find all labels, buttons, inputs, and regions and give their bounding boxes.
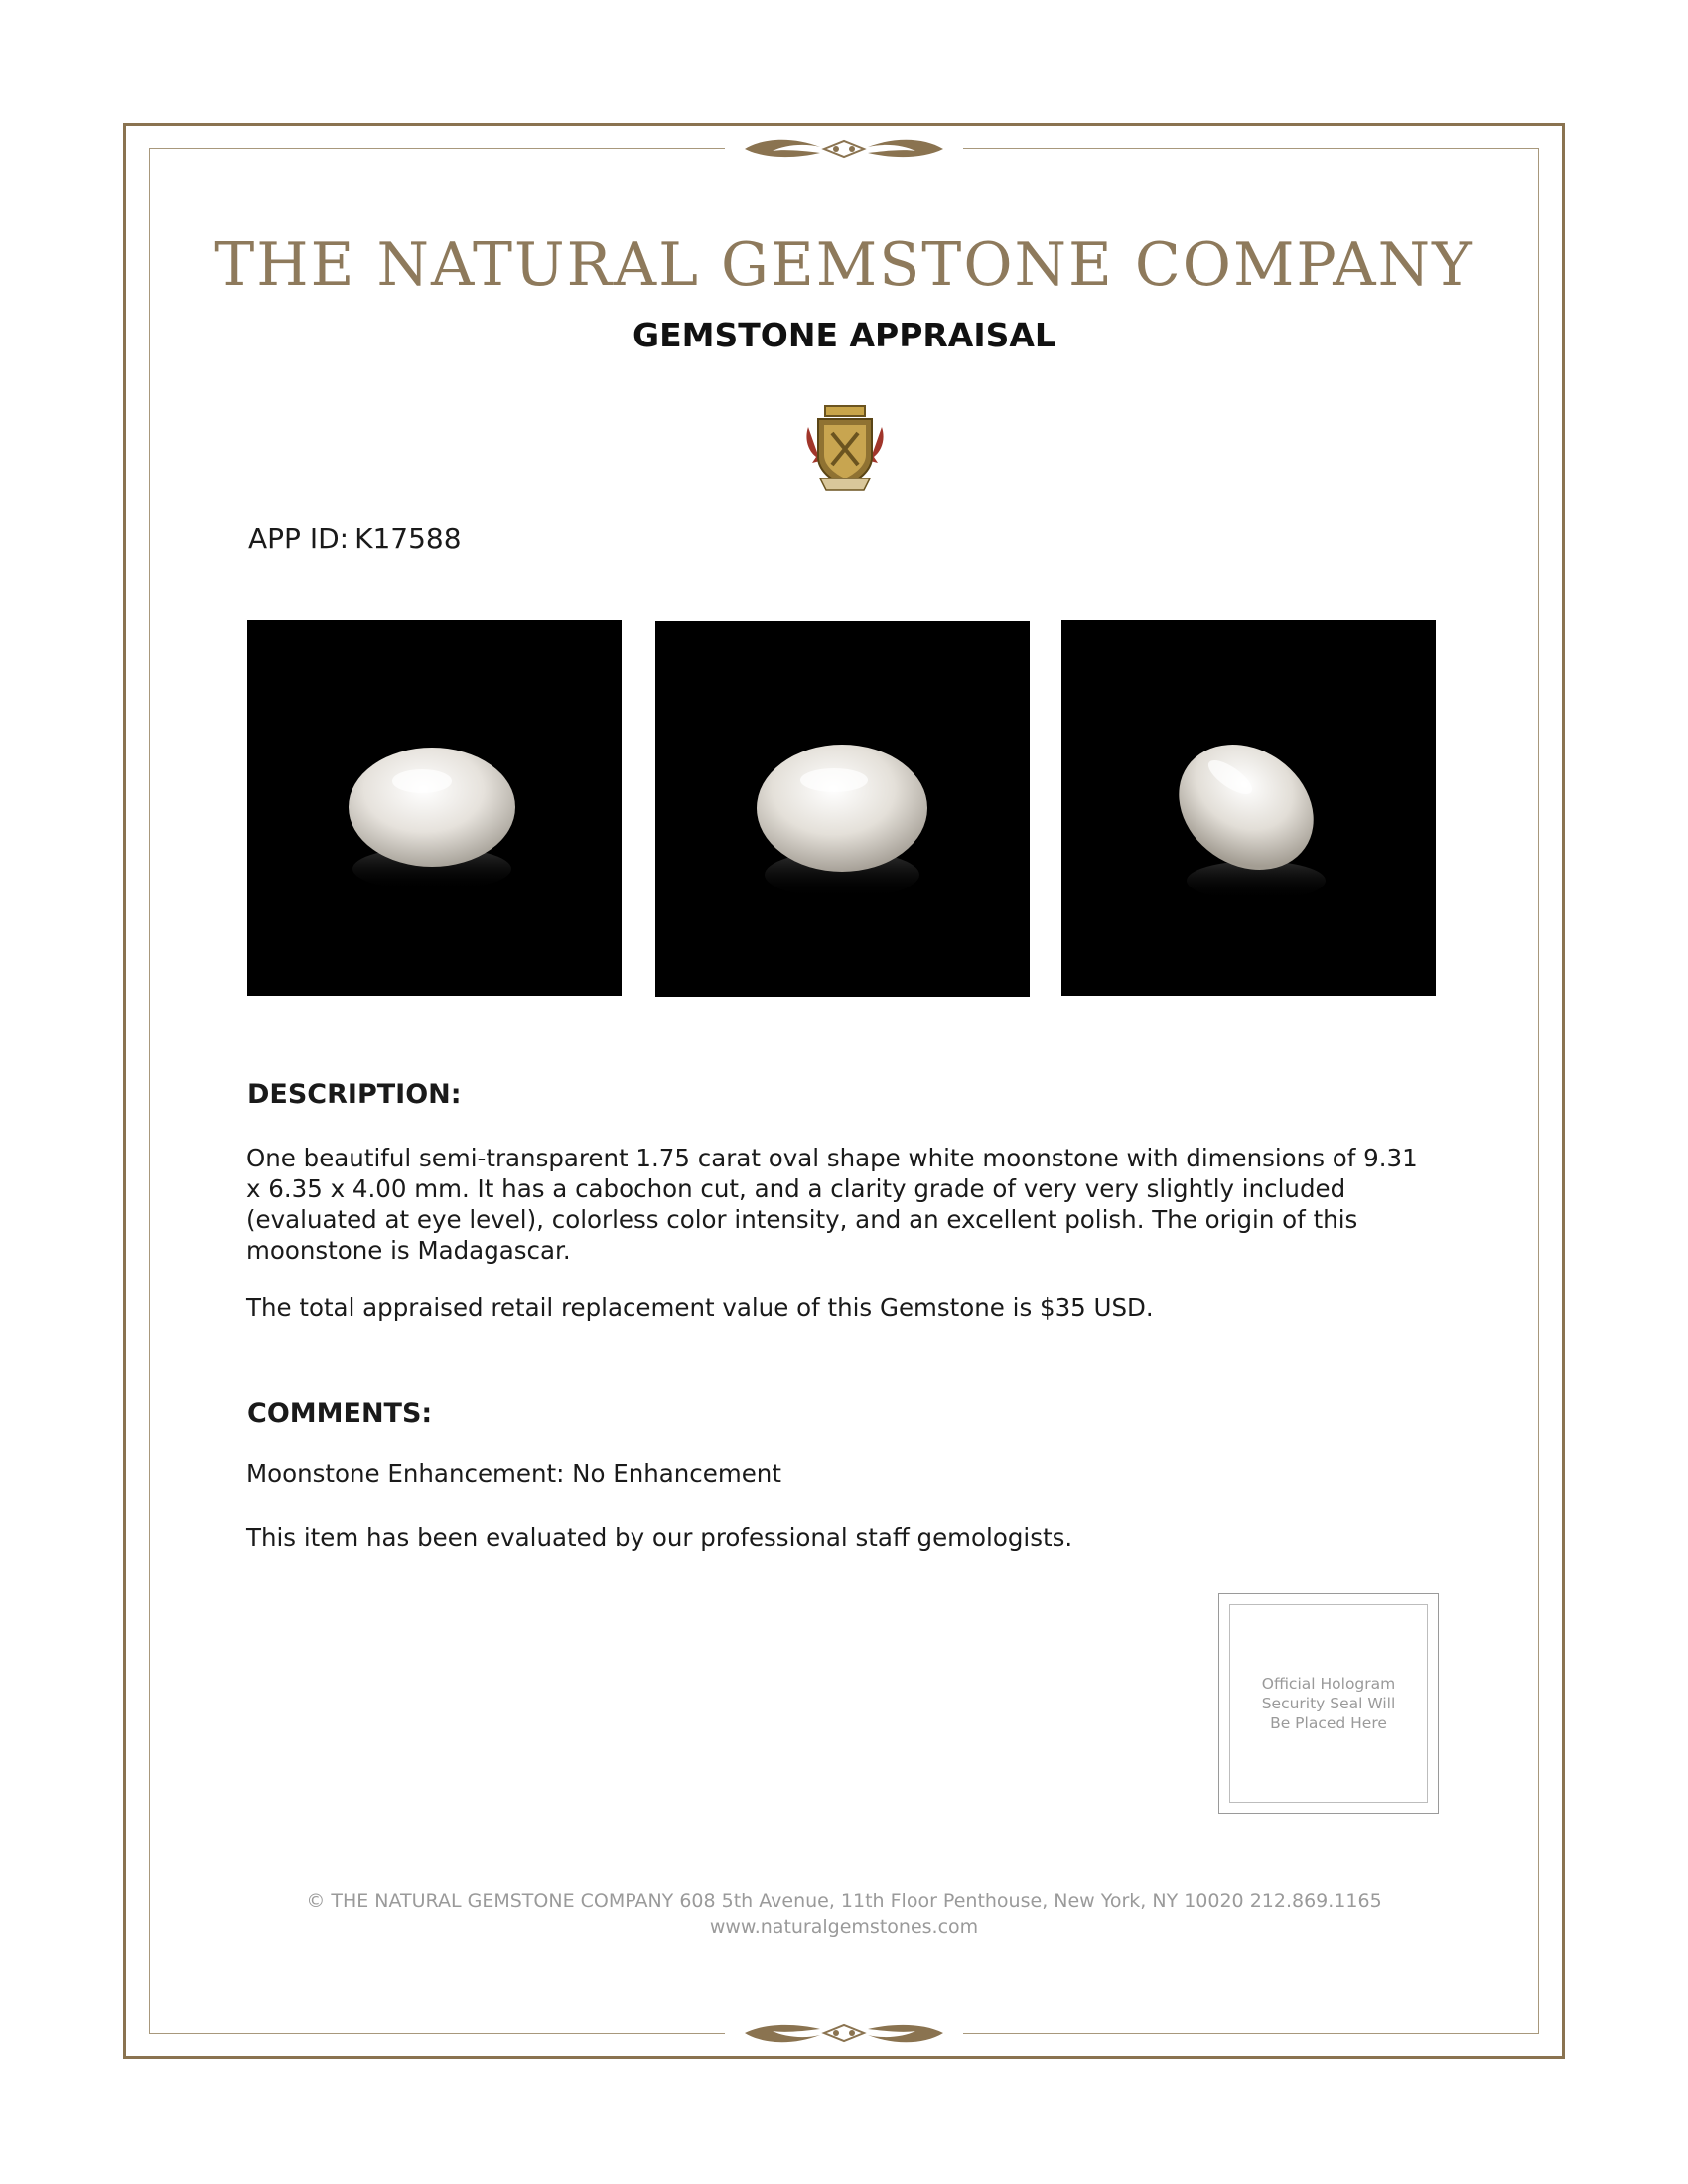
description-text: One beautiful semi-transparent 1.75 carat oval shape white moonstone with dimensions of 9.31 x 6.35 x 4.00 mm. It has a cabochon cut, and a clarity grade of very very slightly included (evaluated at eye level), colorless color intensity, and an excellent polish. The origin of this moonstone is Madagascar.: [246, 1144, 1418, 1265]
crest-logo-icon: [802, 399, 888, 494]
gemstone-photo-side: [1061, 620, 1436, 996]
app-id-label: APP ID:: [248, 522, 350, 555]
gemstone-photo-angle: [655, 621, 1030, 997]
seal-text-line-2: Security Seal Will: [1261, 1695, 1396, 1712]
footer-address: © THE NATURAL GEMSTONE COMPANY 608 5th Avenue, 11th Floor Penthouse, New York, NY 10020 212.869.1165: [306, 1890, 1382, 1912]
bottom-ornament-icon: [725, 2019, 963, 2049]
top-ornament-icon: [725, 133, 963, 163]
company-name: THE NATURAL GEMSTONE COMPANY: [214, 230, 1474, 300]
hologram-seal-inner: [1229, 1604, 1428, 1803]
seal-text-line-1: Official Hologram: [1261, 1675, 1396, 1693]
app-id: [248, 522, 468, 555]
enhancement-comment: Moonstone Enhancement: No Enhancement: [246, 1459, 781, 1488]
evaluation-comment: This item has been evaluated by our professional staff gemologists.: [246, 1523, 1073, 1552]
app-id-value: K17588: [354, 522, 462, 555]
gemstone-photo-front: [247, 620, 622, 996]
value-statement: The total appraised retail replacement value of this Gemstone is $35 USD.: [246, 1294, 1154, 1322]
document-title: GEMSTONE APPRAISAL: [633, 316, 1055, 354]
description-heading: DESCRIPTION:: [247, 1079, 462, 1110]
hologram-seal-placeholder: [1218, 1593, 1439, 1814]
footer-website: www.naturalgemstones.com: [709, 1916, 979, 1938]
seal-text-line-3: Be Placed Here: [1270, 1714, 1387, 1732]
comments-heading: COMMENTS:: [247, 1398, 433, 1429]
